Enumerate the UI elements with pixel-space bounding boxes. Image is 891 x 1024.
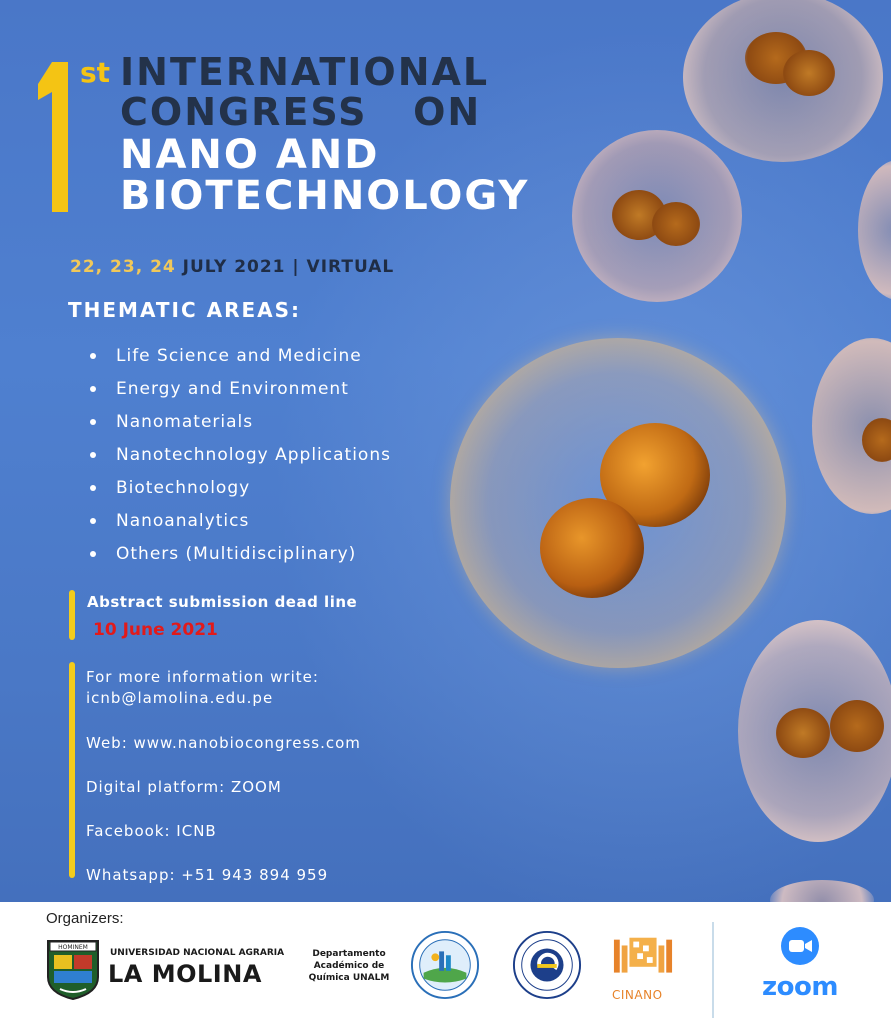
organizers-label: Organizers: xyxy=(46,910,124,927)
cinano-label: CINANO xyxy=(612,988,663,1002)
cell-illustration-right-edge-upper xyxy=(858,160,891,300)
bullet-icon xyxy=(90,452,96,458)
ordinal-suffix: st xyxy=(80,56,111,89)
cell-illustration-upper-middle xyxy=(572,130,742,302)
cinano-logo-icon xyxy=(612,935,674,985)
department-name xyxy=(296,948,402,984)
title-line-biotechnology: BIOTECHNOLOGY xyxy=(120,173,530,219)
proyecto-ciencias-seal-icon xyxy=(512,930,582,1000)
deadline-accent-bar xyxy=(69,590,75,640)
cell-illustration-top-right xyxy=(683,0,883,162)
bullet-icon xyxy=(90,518,96,524)
unalm-name-small: UNIVERSIDAD NACIONAL AGRARIA xyxy=(110,948,285,958)
title-line-nano-and: NANO AND xyxy=(120,132,380,178)
svg-text:HOMINEM: HOMINEM xyxy=(58,944,88,951)
department-line: Química UNALM xyxy=(308,973,390,983)
list-item xyxy=(90,476,391,509)
list-item-label: Energy and Environment xyxy=(116,379,349,399)
ordinal-numeral-one xyxy=(36,62,76,212)
contact-facebook: Facebook: ICNB xyxy=(86,822,217,840)
title-line-international: INTERNATIONAL xyxy=(120,50,490,94)
unalm-crest-icon xyxy=(46,937,100,1001)
event-date-line xyxy=(70,257,394,277)
unalm-name-main: LA MOLINA xyxy=(108,960,262,988)
list-item xyxy=(90,509,391,542)
event-days: 22, 23, 24 xyxy=(70,257,176,277)
bullet-icon xyxy=(90,419,96,425)
list-item xyxy=(90,410,391,443)
digital-platform: Digital platform: ZOOM xyxy=(86,778,282,796)
research-group-seal-icon xyxy=(410,930,480,1000)
cell-illustration-bottom-edge xyxy=(770,880,874,902)
list-item-label: Nanomaterials xyxy=(116,412,254,432)
bullet-icon xyxy=(90,551,96,557)
contact-website: Web: www.nanobiocongress.com xyxy=(86,734,361,752)
department-line: Departamento xyxy=(312,949,386,959)
event-month-mode: JULY 2021 | VIRTUAL xyxy=(175,257,395,277)
zoom-wordmark: zoom xyxy=(762,972,838,1002)
bullet-icon xyxy=(90,386,96,392)
cell-illustration-center-large xyxy=(450,338,786,668)
bullet-icon xyxy=(90,485,96,491)
contact-accent-bar xyxy=(69,662,75,878)
thematic-areas-heading: THEMATIC AREAS: xyxy=(68,298,302,322)
cell-illustration-bottom-right xyxy=(738,620,891,842)
list-item-label: Nanoanalytics xyxy=(116,511,250,531)
list-item-label: Biotechnology xyxy=(116,478,251,498)
info-write-label: For more information write: xyxy=(86,668,319,686)
bullet-icon xyxy=(90,353,96,359)
list-item xyxy=(90,542,391,575)
list-item xyxy=(90,344,391,377)
title-line-congress-on: CONGRESS ON xyxy=(120,90,482,134)
organizers-footer xyxy=(0,902,891,1024)
list-item-label: Others (Multidisciplinary) xyxy=(116,544,357,564)
list-item xyxy=(90,377,391,410)
deadline-date: 10 June 2021 xyxy=(93,620,218,640)
deadline-label: Abstract submission dead line xyxy=(87,593,358,611)
contact-whatsapp: Whatsapp: +51 943 894 959 xyxy=(86,866,329,884)
footer-divider xyxy=(712,922,714,1018)
zoom-camera-icon xyxy=(780,926,820,966)
list-item xyxy=(90,443,391,476)
list-item-label: Nanotechnology Applications xyxy=(116,445,391,465)
thematic-areas-list xyxy=(90,344,391,575)
cell-illustration-right-edge-middle xyxy=(812,338,891,514)
list-item-label: Life Science and Medicine xyxy=(116,346,362,366)
department-line: Académico de xyxy=(313,961,385,971)
contact-email: icnb@lamolina.edu.pe xyxy=(86,689,274,707)
